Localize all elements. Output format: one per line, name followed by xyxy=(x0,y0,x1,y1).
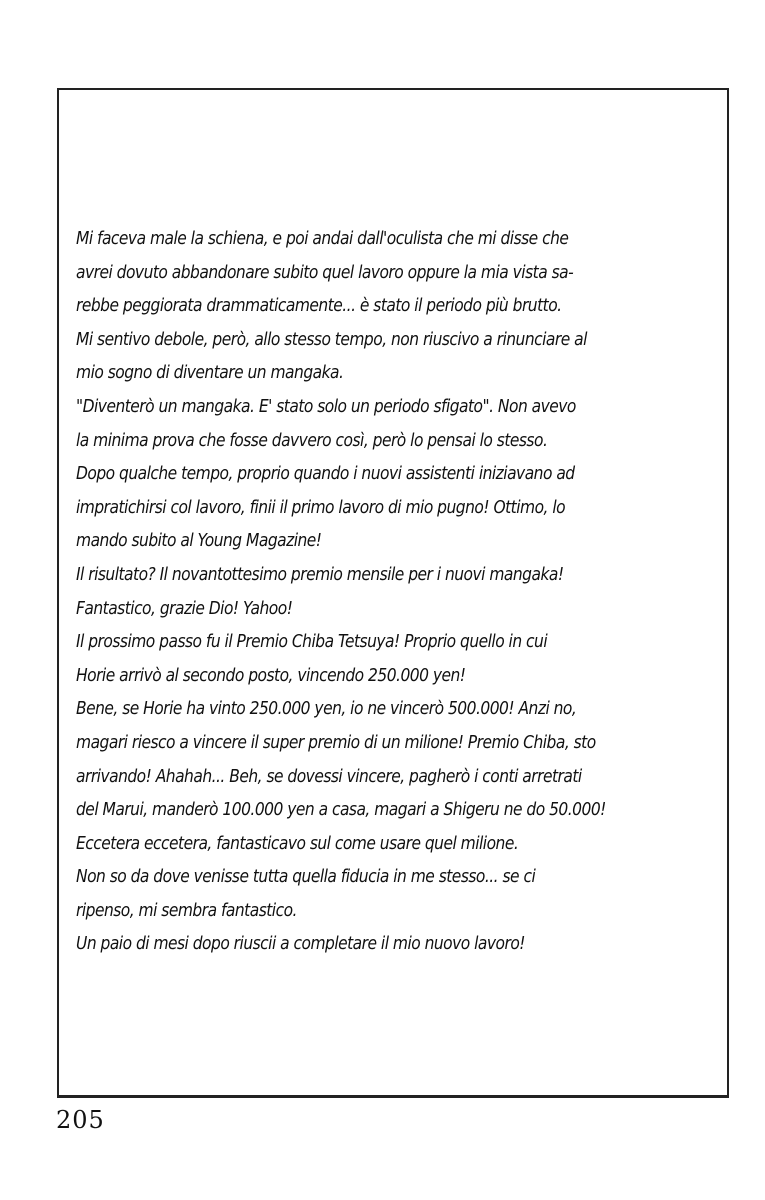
text-line: Dopo qualche tempo, proprio quando i nuovi assistenti iniziavano ad xyxy=(76,463,575,485)
text-line: Il prossimo passo fu il Premio Chiba Tetsuya! Proprio quello in cui xyxy=(76,631,548,653)
page-number: 205 xyxy=(56,1106,105,1134)
text-line: avrei dovuto abbandonare subito quel lavoro oppure la mia vista sa- xyxy=(76,261,574,283)
text-line: rebbe peggiorata drammaticamente... è stato il periodo più brutto. xyxy=(76,295,562,317)
text-line: Horie arrivò al secondo posto, vincendo 250.000 yen! xyxy=(76,664,466,686)
text-line: mando subito al Young Magazine! xyxy=(76,530,322,552)
text-line: Il risultato? Il novantottesimo premio mensile per i nuovi mangaka! xyxy=(76,563,564,585)
text-line: mio sogno di diventare un mangaka. xyxy=(76,362,344,384)
text-line: Non so da dove venisse tutta quella fiducia in me stesso... se ci xyxy=(76,866,536,888)
text-line: impratichirsi col lavoro, finii il primo lavoro di mio pugno! Ottimo, lo xyxy=(76,496,566,518)
text-line: "Diventerò un mangaka. E' stato solo un periodo sfigato". Non avevo xyxy=(76,395,576,417)
text-line: arrivando! Ahahah... Beh, se dovessi vincere, pagherò i conti arretrati xyxy=(76,765,582,787)
text-line: Fantastico, grazie Dio! Yahoo! xyxy=(76,597,293,619)
text-box-body xyxy=(76,222,716,961)
text-line: Mi faceva male la schiena, e poi andai dall'oculista che mi disse che xyxy=(76,228,569,249)
text-line: la minima prova che fosse davvero così, però lo pensai lo stesso. xyxy=(76,429,548,451)
text-line: ripenso, mi sembra fantastico. xyxy=(76,899,297,921)
text-line: del Marui, manderò 100.000 yen a casa, magari a Shigeru ne do 50.000! xyxy=(76,799,606,821)
text-line: Mi sentivo debole, però, allo stesso tempo, non riuscivo a rinunciare al xyxy=(76,328,587,350)
text-line: Eccetera eccetera, fantasticavo sul come usare quel milione. xyxy=(76,832,519,854)
text-line: Bene, se Horie ha vinto 250.000 yen, io ne vincerò 500.000! Anzi no, xyxy=(76,698,577,720)
text-line: magari riesco a vincere il super premio di un milione! Premio Chiba, sto xyxy=(76,731,596,753)
text-line: Un paio di mesi dopo riuscii a completare il mio nuovo lavoro! xyxy=(76,933,525,955)
